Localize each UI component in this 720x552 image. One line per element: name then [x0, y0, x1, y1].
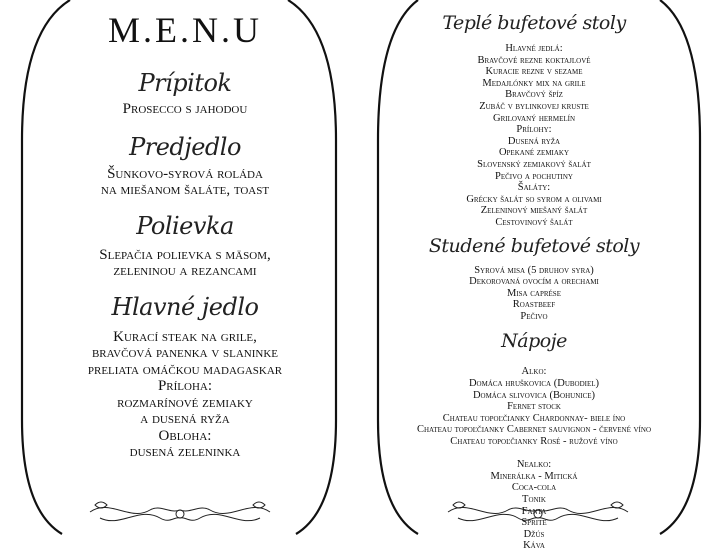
- menu-line: Chateau topoľčianky Rosé - ružové víno: [450, 436, 618, 448]
- section-heading: Studené bufetové stoly: [428, 234, 640, 257]
- menu-line: Džús: [523, 528, 545, 540]
- menu-line: Zeleninový miešaný šalát: [480, 205, 588, 217]
- menu-line: Kuracie rezne v sezame: [485, 66, 583, 78]
- menu-line: Domáca slivovica (Bohunice): [472, 389, 596, 401]
- section-hot-buffet: [378, 12, 690, 229]
- menu-line: Prosecco s jahodou: [122, 101, 248, 117]
- menu-line: Grilovaný hermelín: [492, 112, 576, 124]
- menu-line: Prílohy:: [516, 124, 552, 136]
- section-toast: [30, 70, 340, 118]
- left-menu-panel: [30, 0, 340, 538]
- menu-line: preliata omáčkou madagaskar: [87, 361, 283, 378]
- section-heading: Prípitok: [138, 69, 232, 97]
- menu-line: Dekorovaná ovocím a orechami: [469, 276, 599, 288]
- menu-line: dusená zeleninka: [129, 444, 241, 460]
- menu-line: Káva: [523, 540, 545, 552]
- menu-line: Coca-cola: [511, 482, 557, 494]
- menu-line: Opekané zemiaky: [498, 147, 570, 159]
- menu-line: Alko:: [521, 366, 547, 378]
- menu-line: Medajlónky mix na grile: [482, 77, 586, 89]
- menu-line: Cestovinový šalát: [495, 216, 573, 228]
- menu-line: bravčová panenka v slaninke: [91, 345, 279, 361]
- menu-line: Obloha:: [158, 427, 212, 444]
- section-heading: Teplé bufetové stoly: [442, 12, 626, 34]
- menu-line: Grécky šalát so syrom a olivami: [466, 193, 602, 205]
- section-main-course: [30, 294, 340, 461]
- menu-line: Šaláty:: [517, 182, 551, 194]
- section-heading: Hlavné jedlo: [111, 292, 259, 321]
- section-starter: [30, 134, 340, 199]
- menu-line: Misa caprése: [507, 287, 561, 299]
- section-heading: Predjedlo: [129, 132, 241, 161]
- menu-line: Šunkovo-syrová roláda: [107, 165, 263, 182]
- menu-line: Slovenský zemiakový šalát: [477, 158, 591, 170]
- menu-line: Slepačia polievka s mäsom,: [99, 246, 271, 263]
- section-drinks: [378, 330, 690, 552]
- menu-line: Chateau topoľčianky Cabernet sauvignon - červené víno: [417, 424, 651, 436]
- menu-line: Fanta: [521, 505, 547, 517]
- menu-line: Nealko:: [516, 459, 552, 471]
- menu-line: Bravčový špíz: [505, 89, 563, 101]
- section-heading: Polievka: [136, 211, 234, 240]
- menu-line: Tonik: [522, 494, 546, 505]
- menu-line: Pečivo a pochutiny: [495, 170, 573, 182]
- menu-line: Syrová misa (5 druhov syra): [474, 264, 594, 276]
- menu-line: Roastbeef: [512, 299, 556, 311]
- menu-line: Hlavné jedlá:: [505, 43, 563, 54]
- menu-line: a dusená ryža: [140, 411, 230, 427]
- menu-line: Chateau topoľčianky Chardonnay- biele íno: [442, 412, 626, 424]
- menu-line: Bravčové rezne koktajlové: [477, 54, 591, 66]
- menu-line: Zubáč v bylinkovej kruste: [479, 100, 589, 112]
- menu-line: Sprite: [521, 517, 547, 529]
- menu-line: na miešanom šaláte, toast: [100, 182, 270, 198]
- menu-line: Príloha:: [157, 378, 213, 394]
- menu-line: Fernet stock: [507, 401, 561, 413]
- section-soup: [30, 213, 340, 280]
- menu-line: Kurací steak na grile,: [113, 328, 257, 345]
- section-cold-buffet: [378, 235, 690, 323]
- menu-line: Dusená ryža: [507, 135, 561, 147]
- menu-line: Minerálka - Mitická: [490, 470, 578, 482]
- section-heading: Nápoje: [501, 330, 567, 353]
- menu-line: Pečivo: [520, 310, 548, 322]
- menu-title: M.E.N.U: [108, 10, 262, 50]
- right-menu-panel: [378, 0, 690, 552]
- menu-line: Domáca hruškovica (Dubodiel): [468, 378, 600, 390]
- menu-line: [378, 448, 690, 460]
- menu-line: zeleninou a rezancami: [113, 263, 257, 279]
- menu-line: rozmarínové zemiaky: [117, 394, 253, 411]
